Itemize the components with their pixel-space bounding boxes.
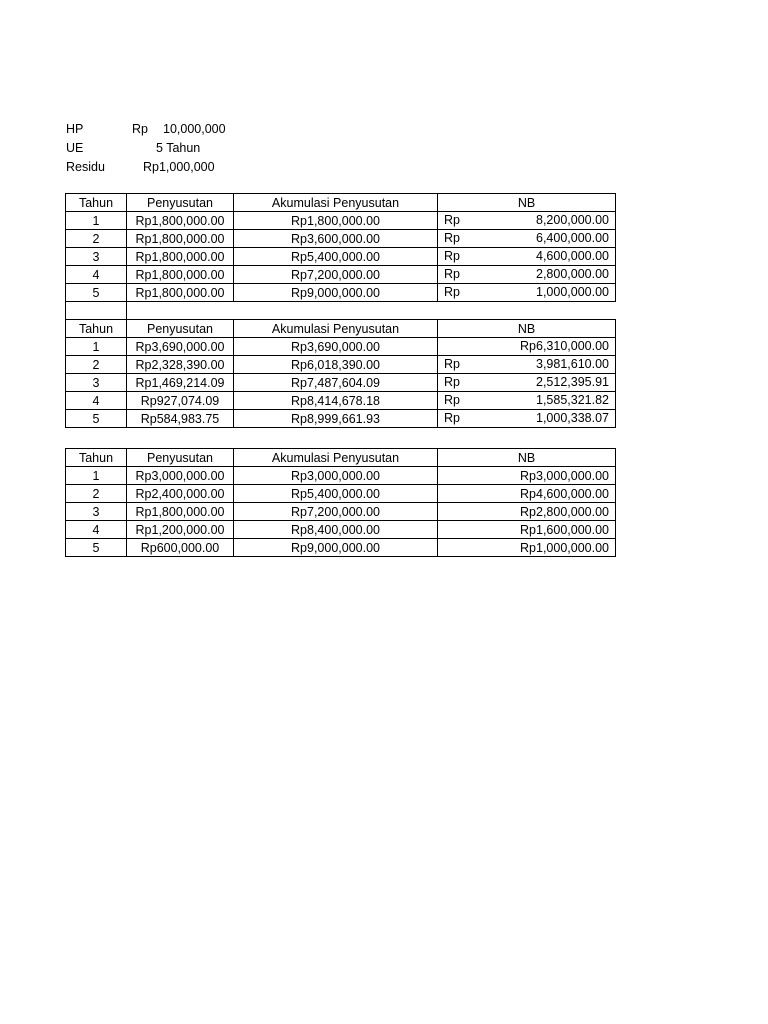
header-tahun: Tahun: [66, 449, 127, 467]
header-akumulasi: Akumulasi Penyusutan: [234, 449, 438, 467]
tahun-cell: 4: [66, 392, 127, 410]
header-tahun: Tahun: [66, 194, 127, 212]
nb-value: 2,512,395.91: [536, 375, 609, 389]
header-akumulasi: Akumulasi Penyusutan: [234, 194, 438, 212]
nb-cell: [438, 212, 616, 230]
header-penyusutan: Penyusutan: [127, 449, 234, 467]
header-nb: NB: [438, 194, 616, 212]
akumulasi-cell: Rp9,000,000.00: [234, 284, 438, 302]
nb-cell: Rp2,800,000.00: [438, 503, 616, 521]
penyusutan-cell: Rp3,000,000.00: [127, 467, 234, 485]
penyusutan-cell: Rp1,200,000.00: [127, 521, 234, 539]
header-akumulasi: Akumulasi Penyusutan: [234, 320, 438, 338]
table-row: [66, 266, 616, 284]
tahun-cell: 5: [66, 284, 127, 302]
residu-label: Residu: [66, 160, 105, 174]
ue-value: 5 Tahun: [156, 141, 201, 155]
penyusutan-cell: Rp1,800,000.00: [127, 230, 234, 248]
akumulasi-cell: Rp8,414,678.18: [234, 392, 438, 410]
akumulasi-cell: Rp3,000,000.00: [234, 467, 438, 485]
nb-value: 3,981,610.00: [536, 357, 609, 371]
nb-currency: Rp: [444, 213, 460, 227]
nb-cell: [438, 266, 616, 284]
nb-cell: [438, 392, 616, 410]
akumulasi-cell: Rp7,200,000.00: [234, 503, 438, 521]
nb-value: 2,800,000.00: [536, 267, 609, 281]
header-nb: NB: [438, 320, 616, 338]
nb-currency: Rp: [444, 411, 460, 425]
akumulasi-cell: Rp8,400,000.00: [234, 521, 438, 539]
nb-cell: Rp3,000,000.00: [438, 467, 616, 485]
ue-label: UE: [66, 141, 84, 155]
depreciation-table-straight-line: [65, 193, 616, 428]
tahun-cell: 2: [66, 485, 127, 503]
header-penyusutan: Penyusutan: [127, 194, 234, 212]
akumulasi-cell: Rp6,018,390.00: [234, 356, 438, 374]
tahun-cell: 2: [66, 356, 127, 374]
tahun-cell: 3: [66, 374, 127, 392]
penyusutan-cell: Rp1,469,214.09: [127, 374, 234, 392]
nb-value: 1,000,338.07: [536, 411, 609, 425]
akumulasi-cell: Rp9,000,000.00: [234, 539, 438, 557]
nb-currency: Rp: [444, 285, 460, 299]
nb-value: 1,585,321.82: [536, 393, 609, 407]
tahun-cell: 4: [66, 521, 127, 539]
tahun-cell: 3: [66, 248, 127, 266]
nb-cell: Rp1,000,000.00: [438, 539, 616, 557]
separator-cell: [66, 302, 127, 320]
akumulasi-cell: Rp8,999,661.93: [234, 410, 438, 428]
nb-cell: [438, 374, 616, 392]
penyusutan-cell: Rp3,690,000.00: [127, 338, 234, 356]
table-row: [66, 212, 616, 230]
tahun-cell: 5: [66, 410, 127, 428]
nb-value: 6,400,000.00: [536, 231, 609, 245]
penyusutan-cell: Rp1,800,000.00: [127, 503, 234, 521]
nb-currency: Rp: [444, 267, 460, 281]
hp-value: 10,000,000: [163, 122, 226, 136]
table-row: [66, 410, 616, 428]
table3-header-row: [66, 449, 616, 467]
nb-currency: Rp: [444, 249, 460, 263]
akumulasi-cell: Rp5,400,000.00: [234, 248, 438, 266]
akumulasi-cell: Rp5,400,000.00: [234, 485, 438, 503]
tahun-cell: 5: [66, 539, 127, 557]
nb-currency: Rp: [444, 357, 460, 371]
table1-header-row: [66, 194, 616, 212]
depreciation-table-sum-of-years: [65, 448, 616, 557]
table-row: [66, 356, 616, 374]
table-row: [66, 485, 616, 503]
separator-cell: [127, 302, 616, 320]
table-row: [66, 374, 616, 392]
separator-row: [66, 302, 616, 320]
header-tahun: Tahun: [66, 320, 127, 338]
table-row: [66, 392, 616, 410]
nb-cell: [438, 284, 616, 302]
nb-cell: Rp4,600,000.00: [438, 485, 616, 503]
penyusutan-cell: Rp1,800,000.00: [127, 266, 234, 284]
nb-currency: Rp: [444, 231, 460, 245]
penyusutan-cell: Rp584,983.75: [127, 410, 234, 428]
penyusutan-cell: Rp1,800,000.00: [127, 212, 234, 230]
tahun-cell: 4: [66, 266, 127, 284]
akumulasi-cell: Rp1,800,000.00: [234, 212, 438, 230]
table-row: [66, 539, 616, 557]
hp-label: HP: [66, 122, 84, 136]
nb-cell: [438, 248, 616, 266]
penyusutan-cell: Rp2,400,000.00: [127, 485, 234, 503]
akumulasi-cell: Rp3,600,000.00: [234, 230, 438, 248]
nb-cell: [438, 410, 616, 428]
akumulasi-cell: Rp7,200,000.00: [234, 266, 438, 284]
table-row: [66, 230, 616, 248]
penyusutan-cell: Rp2,328,390.00: [127, 356, 234, 374]
nb-cell: [438, 230, 616, 248]
nb-cell: [438, 356, 616, 374]
table2-header-row: [66, 320, 616, 338]
header-nb: NB: [438, 449, 616, 467]
penyusutan-cell: Rp1,800,000.00: [127, 248, 234, 266]
tahun-cell: 1: [66, 338, 127, 356]
nb-value: 8,200,000.00: [536, 213, 609, 227]
nb-cell: Rp1,600,000.00: [438, 521, 616, 539]
nb-value: 1,000,000.00: [536, 285, 609, 299]
akumulasi-cell: Rp7,487,604.09: [234, 374, 438, 392]
header-penyusutan: Penyusutan: [127, 320, 234, 338]
table-row: [66, 284, 616, 302]
residu-value: Rp1,000,000: [143, 160, 215, 174]
table-row: [66, 467, 616, 485]
tahun-cell: 3: [66, 503, 127, 521]
table-row: [66, 248, 616, 266]
hp-currency: Rp: [132, 122, 148, 136]
nb-value: 4,600,000.00: [536, 249, 609, 263]
tahun-cell: 1: [66, 212, 127, 230]
nb-currency: Rp: [444, 393, 460, 407]
nb-value: Rp6,310,000.00: [520, 339, 609, 353]
penyusutan-cell: Rp600,000.00: [127, 539, 234, 557]
akumulasi-cell: Rp3,690,000.00: [234, 338, 438, 356]
penyusutan-cell: Rp1,800,000.00: [127, 284, 234, 302]
nb-currency: Rp: [444, 375, 460, 389]
tahun-cell: 1: [66, 467, 127, 485]
table-row: [66, 503, 616, 521]
table-row: [66, 521, 616, 539]
tahun-cell: 2: [66, 230, 127, 248]
nb-cell: [438, 338, 616, 356]
penyusutan-cell: Rp927,074.09: [127, 392, 234, 410]
table-row: [66, 338, 616, 356]
